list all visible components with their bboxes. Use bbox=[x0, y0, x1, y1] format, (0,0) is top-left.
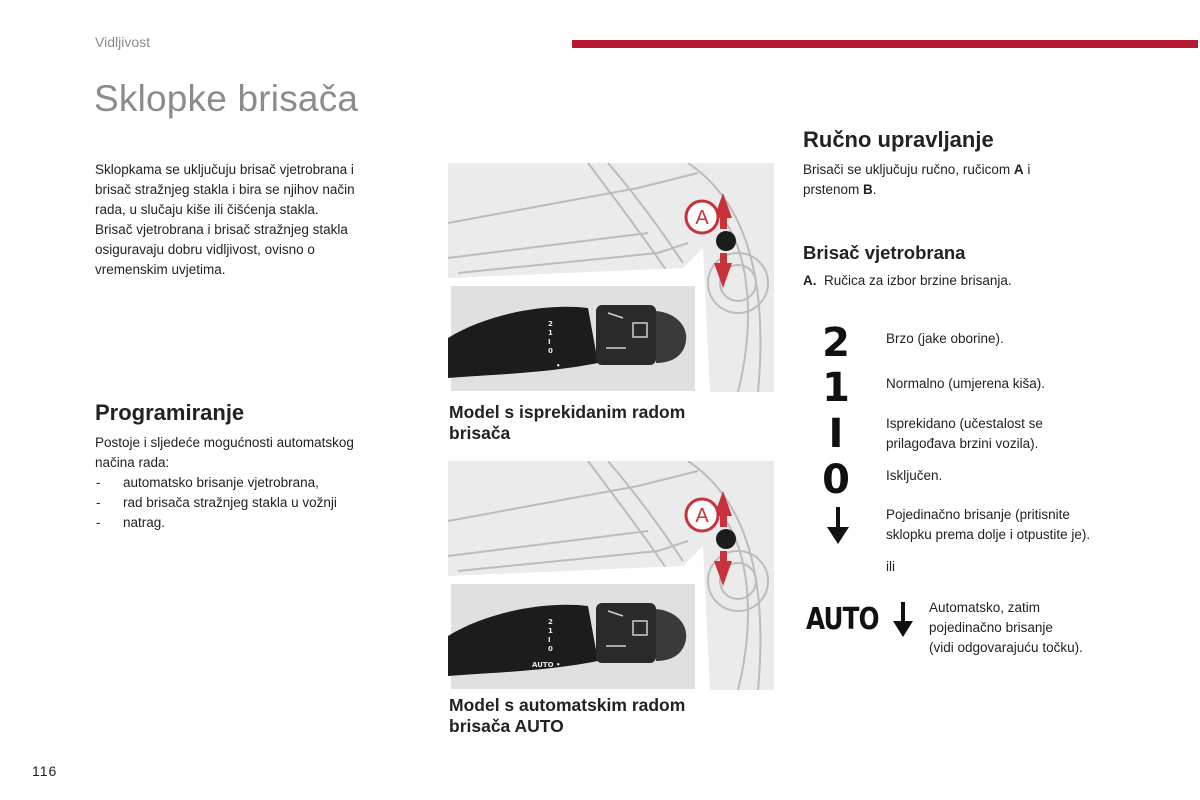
intro-line: vremenskim uvjetima. bbox=[95, 262, 226, 277]
off-0-symbol: 0 bbox=[822, 457, 850, 503]
callout-a-label: A bbox=[695, 505, 709, 527]
programming-text bbox=[95, 433, 415, 533]
auto-label: AUTO bbox=[806, 602, 879, 637]
mode-line: sklopku prema dolje i otpustite je). bbox=[886, 527, 1091, 542]
windscreen-heading: Brisač vjetrobrana bbox=[803, 242, 966, 263]
callout-a-label: A bbox=[695, 207, 709, 229]
programming-list bbox=[95, 473, 415, 533]
intro-paragraph bbox=[95, 160, 415, 280]
stalk-mark: • bbox=[556, 362, 561, 370]
manual-text-part: i bbox=[1023, 162, 1031, 177]
list-item bbox=[95, 513, 415, 533]
auto-line: Automatsko, zatim bbox=[929, 600, 1041, 615]
mode-row-intermittent bbox=[822, 411, 1142, 458]
lever-ref: A bbox=[1013, 162, 1024, 177]
mode-row-fast bbox=[822, 320, 1142, 366]
programming-line: Postoje i sljedeće mogućnosti automatskog bbox=[95, 435, 354, 450]
manual-text bbox=[803, 160, 1103, 200]
auto-line: (vidi odgovarajuću točku). bbox=[929, 640, 1083, 655]
list-item: - rad brisača stražnjeg stakla u vožnji bbox=[95, 493, 415, 513]
manual-text-part: prstenom bbox=[803, 182, 864, 197]
section-label: Vidljivost bbox=[95, 34, 150, 50]
mode-description bbox=[886, 329, 1136, 349]
mode-description bbox=[886, 466, 1136, 486]
stalk-mark: 0 bbox=[548, 645, 553, 653]
intro-line: Brisač vjetrobrana i brisač stražnjeg stakla bbox=[95, 222, 348, 237]
header-accent-bar bbox=[572, 40, 1198, 48]
mode-line: Pojedinačno brisanje (pritisnite bbox=[886, 507, 1070, 522]
stalk-mark: 1 bbox=[548, 329, 553, 337]
manual-line bbox=[803, 180, 1103, 200]
intro-line: brisač stražnjeg stakla i bira se njihov način bbox=[95, 182, 355, 197]
item-label: A. bbox=[803, 273, 817, 288]
manual-text-part: . bbox=[872, 182, 877, 197]
caption-line: Model s isprekidanim radom bbox=[449, 402, 686, 422]
speed-2-symbol: 2 bbox=[822, 320, 850, 366]
auto-description bbox=[929, 598, 1159, 658]
programming-heading: Programiranje bbox=[95, 400, 245, 425]
figure-auto-illustration bbox=[448, 461, 774, 690]
manual-text-part: Brisači se uključuju ručno, ručicom bbox=[803, 162, 1014, 177]
stalk-mark: I bbox=[548, 636, 551, 644]
caption-line: Model s automatskim radom bbox=[449, 695, 686, 715]
figure-auto-caption bbox=[449, 695, 769, 737]
mode-line: Normalno (umjerena kiša). bbox=[886, 376, 1046, 391]
stalk-mark: I bbox=[548, 338, 551, 346]
list-item: - automatsko brisanje vjetrobrana, bbox=[95, 473, 415, 493]
auto-line: pojedinačno brisanje bbox=[929, 620, 1053, 635]
page-number: 116 bbox=[32, 763, 58, 779]
caption-line: brisača AUTO bbox=[449, 716, 564, 736]
arrow-down-icon bbox=[892, 602, 914, 638]
windscreen-item bbox=[803, 271, 1123, 291]
auto-symbol bbox=[806, 600, 916, 644]
mode-row-normal bbox=[822, 365, 1142, 411]
stalk-mark: 1 bbox=[548, 627, 553, 635]
ring-ref: B bbox=[863, 182, 873, 197]
item-text: Ručica za izbor brzine brisanja. bbox=[824, 273, 1012, 288]
stalk-mark: 2 bbox=[548, 320, 553, 328]
stalk-mark: AUTO • bbox=[532, 661, 561, 669]
or-text: ili bbox=[886, 559, 895, 574]
stalk-mark: 2 bbox=[548, 618, 553, 626]
programming-line: načina rada: bbox=[95, 455, 170, 470]
mode-line: Brzo (jake oborine). bbox=[886, 331, 1004, 346]
intro-line: rada, u slučaju kiše ili čišćenja stakla. bbox=[95, 202, 319, 217]
arrow-down-icon bbox=[824, 507, 852, 545]
intro-line: Sklopkama se uključuju brisač vjetrobrana i bbox=[95, 162, 354, 177]
manual-line bbox=[803, 160, 1103, 180]
caption-line: brisača bbox=[449, 423, 511, 443]
stalk-mark: 0 bbox=[548, 347, 553, 355]
list-item-continuation: natrag. bbox=[123, 515, 166, 530]
figure-intermittent-illustration bbox=[448, 163, 774, 392]
manual-heading: Ručno upravljanje bbox=[803, 127, 994, 152]
intermittent-symbol: I bbox=[828, 411, 844, 457]
mode-row-off bbox=[822, 457, 1142, 503]
figure-intermittent-caption bbox=[449, 402, 769, 444]
mode-row-single-wipe bbox=[822, 505, 1142, 549]
speed-1-symbol: 1 bbox=[822, 365, 850, 411]
mode-description bbox=[886, 374, 1136, 394]
page-title: Sklopke brisača bbox=[94, 78, 359, 119]
intro-line: osiguravaju dobru vidljivost, ovisno o bbox=[95, 242, 315, 257]
mode-line: Isključen. bbox=[886, 468, 943, 483]
mode-description bbox=[886, 414, 1136, 454]
mode-line: prilagođava brzini vozila). bbox=[886, 436, 1039, 451]
mode-description bbox=[886, 505, 1136, 545]
mode-line: Isprekidano (učestalost se bbox=[886, 416, 1043, 431]
